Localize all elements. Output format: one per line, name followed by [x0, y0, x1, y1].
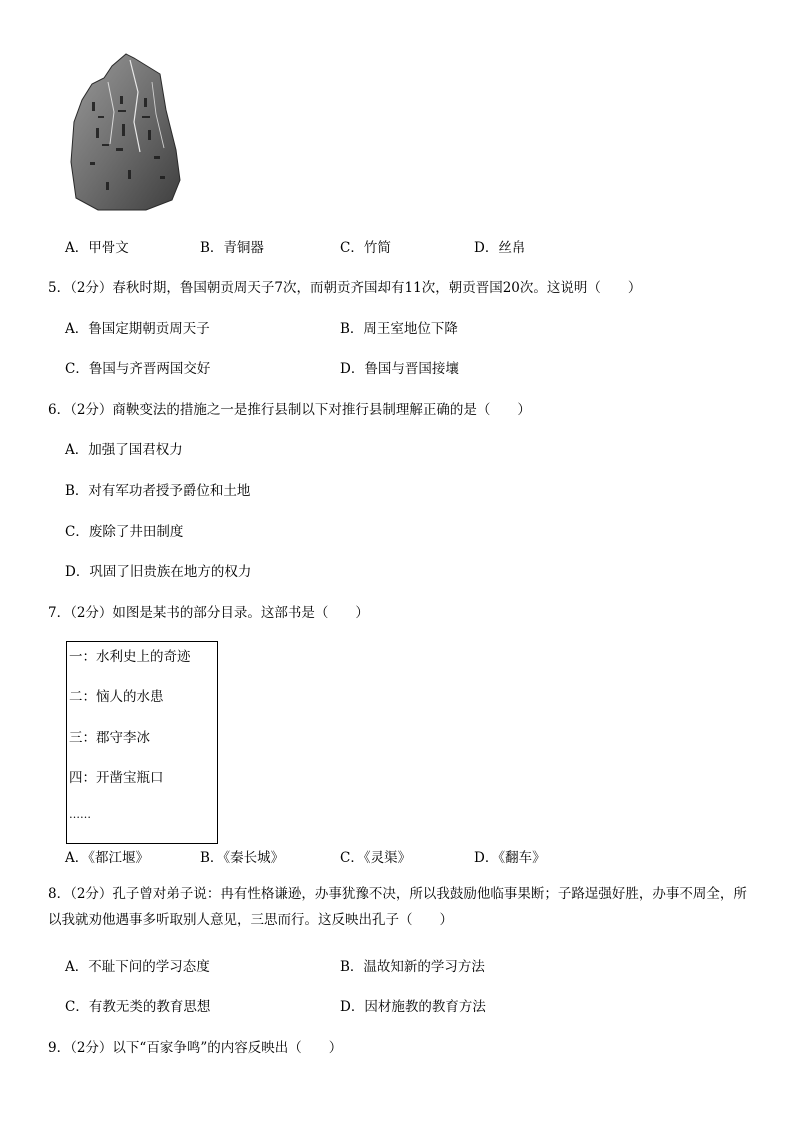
- q5-option-b[interactable]: B．周王室地位下降: [340, 321, 458, 337]
- q6-stem: 6．（2分）商鞅变法的措施之一是推行县制以下对推行县制理解正确的是（ ）: [48, 402, 531, 418]
- q4-option-d[interactable]: D．丝帛: [474, 240, 526, 256]
- q8-stem: 8．（2分）孔子曾对弟子说：冉有性格谦逊，办事犹豫不决，所以我鼓励他临事果断；子路逞强好胜，办事不周全，所以我就劝他遇事多听取别人意见，三思而行。这反映出孔子（ ）: [48, 886, 747, 928]
- q7-option-d[interactable]: D．《翻车》: [474, 850, 546, 866]
- q4-option-c[interactable]: C．竹简: [340, 240, 391, 256]
- q7-stem: 7．（2分）如图是某书的部分目录。这部书是（ ）: [48, 605, 369, 621]
- q7-option-c[interactable]: C．《灵渠》: [340, 850, 412, 866]
- q6-option-b[interactable]: B．对有军功者授予爵位和土地: [65, 483, 251, 499]
- oracle-bone-image: [68, 52, 186, 212]
- q8-option-a[interactable]: A．不耻下问的学习态度: [65, 959, 210, 975]
- q8-option-d[interactable]: D．因材施教的教育方法: [340, 999, 486, 1015]
- toc-item: 一：水利史上的奇迹: [69, 649, 191, 665]
- q7-table-of-contents: [66, 641, 218, 844]
- q4-option-b[interactable]: B．青铜器: [200, 240, 264, 256]
- q6-option-a[interactable]: A．加强了国君权力: [65, 442, 183, 458]
- q7-option-a[interactable]: A．《都江堰》: [65, 850, 149, 866]
- q5-stem: 5．（2分）春秋时期，鲁国朝贡周天子7次，而朝贡齐国却有11次，朝贡晋国20次。这说明（ ）: [48, 280, 642, 296]
- q9-stem: 9．（2分）以下“百家争鸣”的内容反映出（ ）: [48, 1040, 343, 1056]
- q4-option-a[interactable]: A．甲骨文: [65, 240, 129, 256]
- toc-ellipsis: ……: [69, 808, 91, 821]
- q8-option-b[interactable]: B．温故知新的学习方法: [340, 959, 485, 975]
- toc-item: 二：恼人的水患: [69, 689, 164, 705]
- q5-option-a[interactable]: A．鲁国定期朝贡周天子: [65, 321, 210, 337]
- q6-option-d[interactable]: D．巩固了旧贵族在地方的权力: [65, 564, 252, 580]
- q6-option-c[interactable]: C．废除了井田制度: [65, 524, 184, 540]
- oracle-bone-picture: [68, 52, 186, 212]
- q7-option-b[interactable]: B．《秦长城》: [200, 850, 285, 866]
- toc-item: 三：郡守李冰: [69, 730, 150, 746]
- q5-option-c[interactable]: C．鲁国与齐晋两国交好: [65, 361, 211, 377]
- q5-option-d[interactable]: D．鲁国与晋国接壤: [340, 361, 459, 377]
- q8-option-c[interactable]: C．有教无类的教育思想: [65, 999, 211, 1015]
- toc-item: 四：开凿宝瓶口: [69, 770, 164, 786]
